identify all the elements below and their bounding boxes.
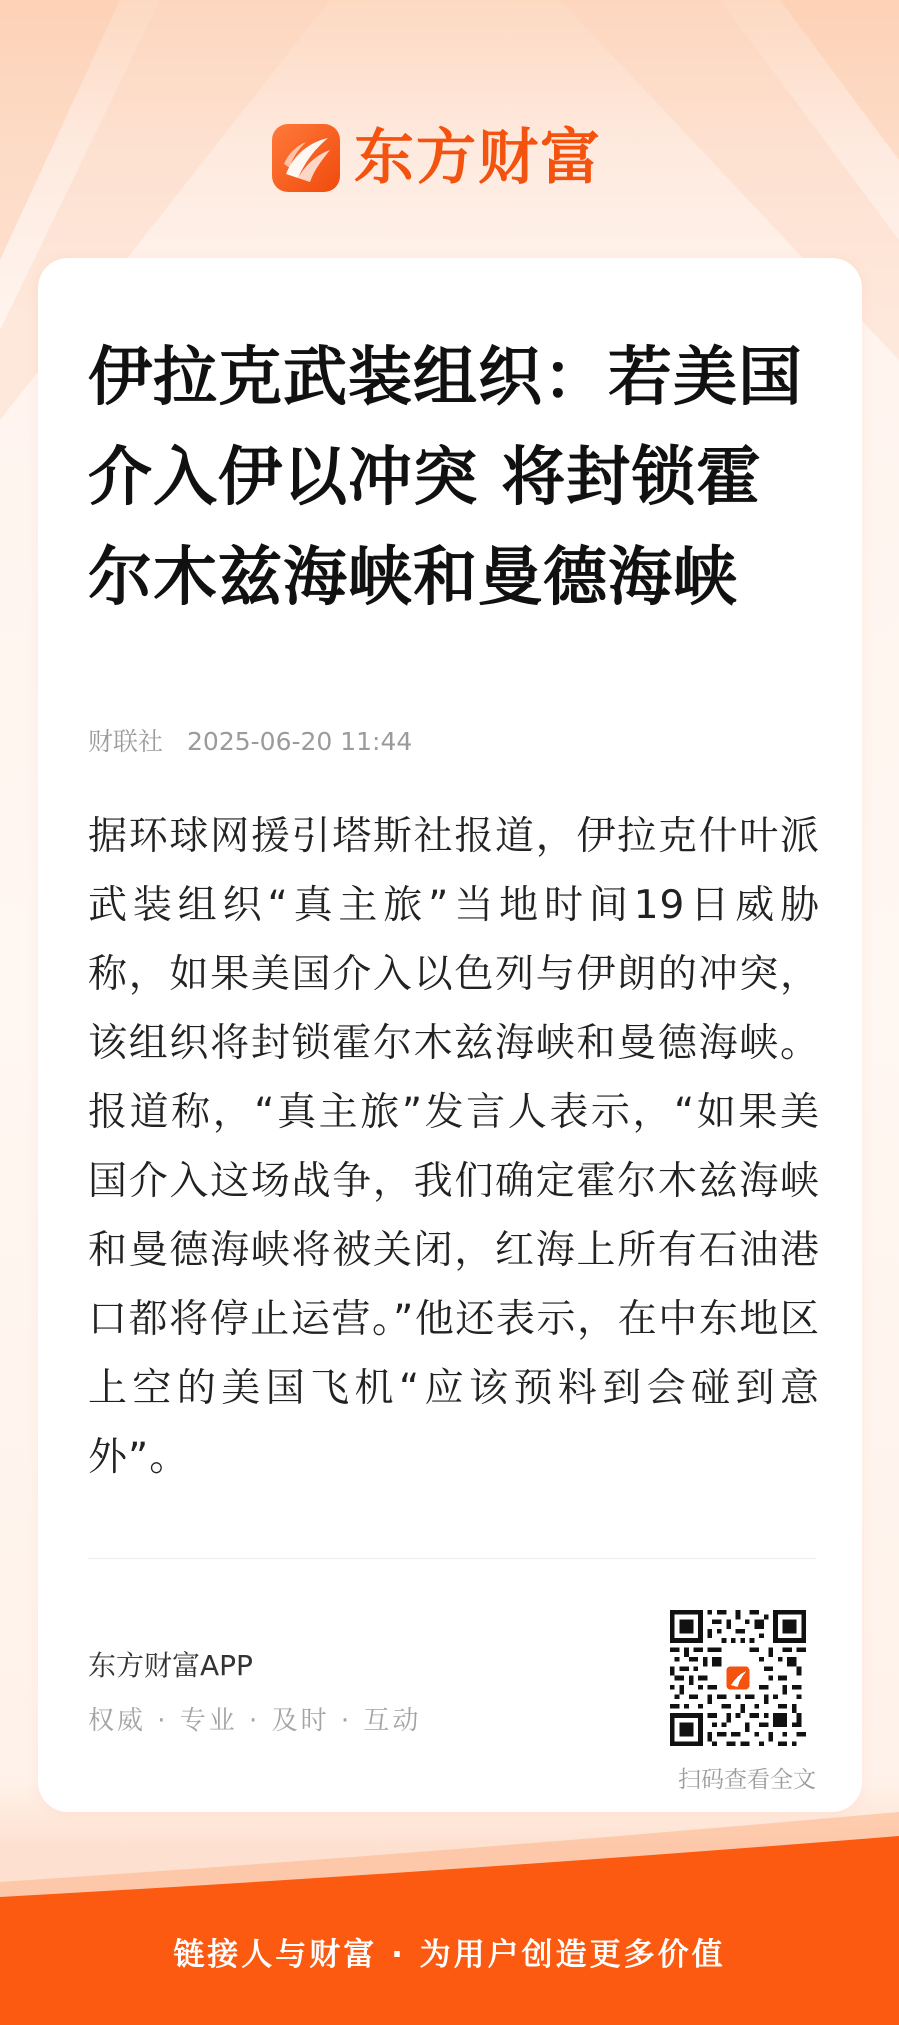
- brand-logo: [272, 124, 602, 192]
- footer-tagline: 链接人与财富 · 为用户创造更多价值: [173, 1937, 726, 1973]
- app-name: 东方财富APP: [88, 1649, 253, 1682]
- divider: [88, 1558, 816, 1559]
- article-card: [38, 258, 862, 1812]
- eastmoney-logo-icon: [272, 124, 340, 192]
- article-datetime: 2025-06-20 11:44: [187, 727, 413, 756]
- qr-caption: 扫码查看全文: [678, 1767, 816, 1793]
- article-source: 财联社: [88, 727, 164, 756]
- brand-name: 东方财富: [354, 123, 602, 193]
- footer-banner: [0, 1812, 899, 2025]
- article-body: 据环球网援引塔斯社报道，伊拉克什叶派武装组织“真主旅”当地时间19日威胁称，如果美国介入以色列与伊朗的冲突，该组织将封锁霍尔木兹海峡和曼德海峡。报道称，“真主旅”发言人表示，“如果美国介入这场战争，我们确定霍尔木兹海峡和曼德海峡将被关闭，红海上所有石油港口都将停止运营。”他还表示，在中东地区上空的美国飞机“应该预料到会碰到意外”。: [88, 814, 820, 1480]
- app-slogan: 权威 · 专业 · 及时 · 互动: [88, 1706, 422, 1736]
- article-title: 伊拉克武装组织：若美国介入伊以冲突 将封锁霍尔木兹海峡和曼德海峡: [88, 340, 803, 615]
- qr-code-icon[interactable]: [670, 1610, 806, 1746]
- article-meta: [88, 724, 412, 760]
